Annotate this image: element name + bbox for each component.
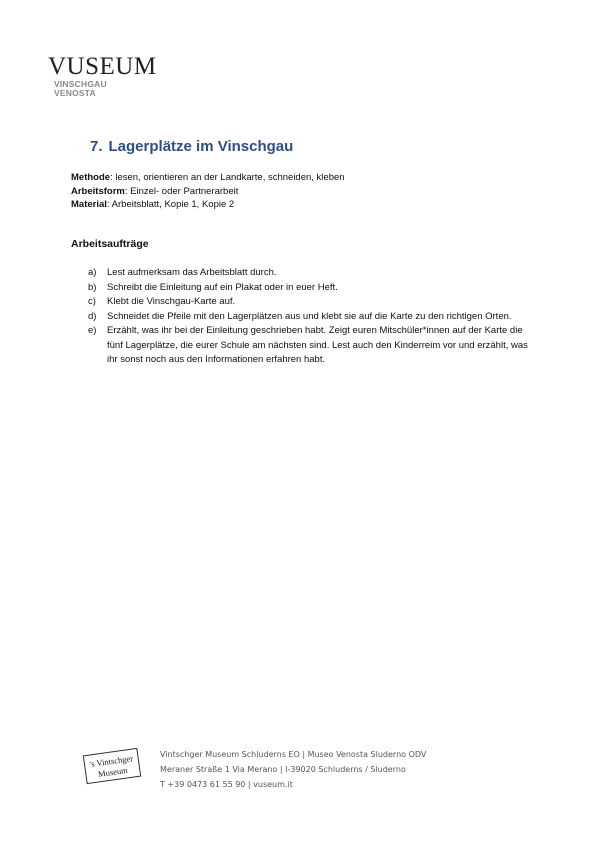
footer-line-contact: T +39 0473 61 55 90 | vuseum.it: [160, 780, 293, 789]
list-item: [88, 310, 528, 325]
meta-block: [71, 171, 345, 212]
logo-subtitle-vinschgau: VINSCHGAU: [54, 79, 107, 89]
stamp-text-line1: 's Vintschger: [89, 753, 134, 770]
list-item-text: Schneidet die Pfeile mit den Lagerplätzen aus und klebt sie auf die Karte zu den richtigen Orten.: [107, 310, 512, 322]
title-number: 7.: [90, 138, 103, 155]
arbeitsform-label: Arbeitsform: [71, 185, 125, 197]
list-item: [88, 266, 528, 281]
logo-subtitle-venosta: VENOSTA: [54, 88, 96, 98]
task-list: [88, 266, 528, 368]
list-marker: b): [88, 281, 97, 293]
tasks-heading: Arbeitsaufträge: [71, 238, 149, 250]
museum-stamp-logo: [82, 747, 142, 785]
footer-line-address: Meraner Straße 1 Via Merano | I-39020 Schluderns / Sluderno: [160, 765, 406, 774]
list-item: [88, 295, 528, 310]
meta-arbeitsform: [71, 185, 345, 199]
arbeitsform-text: : Einzel- oder Partnerarbeit: [124, 185, 239, 197]
meta-material: [71, 198, 345, 212]
list-item-text: Lest aufmerksam das Arbeitsblatt durch.: [107, 267, 277, 278]
list-marker: d): [88, 310, 97, 322]
list-marker: e): [88, 325, 97, 336]
logo-wordmark: VUSEUM: [48, 53, 157, 80]
methode-label: Methode: [71, 172, 111, 183]
list-item-text: Klebt die Vinschgau-Karte auf.: [107, 296, 236, 307]
material-text: : Arbeitsblatt, Kopie 1, Kopie 2: [106, 199, 235, 211]
page-title: [90, 138, 293, 155]
footer-line-name: Vintschger Museum Schluderns EO | Museo Venosta Sluderno ODV: [160, 750, 427, 759]
methode-text: : lesen, orientieren an der Landkarte, schneiden, kleben: [110, 172, 345, 183]
list-item-text: Erzählt, was ihr bei der Einleitung geschrieben habt. Zeigt euren Mitschüler*innen auf der Karte die fünf Lagerplätze, die eurer Schule am nächsten sind. Lest auch den Kinderreim vor und erzählt, was ihr sonst noch aus den Informationen erfahren habt.: [107, 325, 528, 365]
vuseum-logo: [48, 54, 157, 98]
list-item: [88, 324, 528, 368]
list-marker: a): [88, 267, 97, 278]
list-marker: c): [88, 296, 96, 307]
title-text: Lagerplätze im Vinschgau: [108, 138, 294, 155]
stamp-text-line2: Museum: [97, 764, 129, 779]
material-label: Material: [71, 199, 107, 211]
list-item: [88, 281, 528, 296]
list-item-text: Schreibt die Einleitung auf ein Plakat oder in euer Heft.: [107, 281, 338, 293]
footer-contact: [160, 747, 426, 792]
meta-methode: [71, 171, 345, 185]
